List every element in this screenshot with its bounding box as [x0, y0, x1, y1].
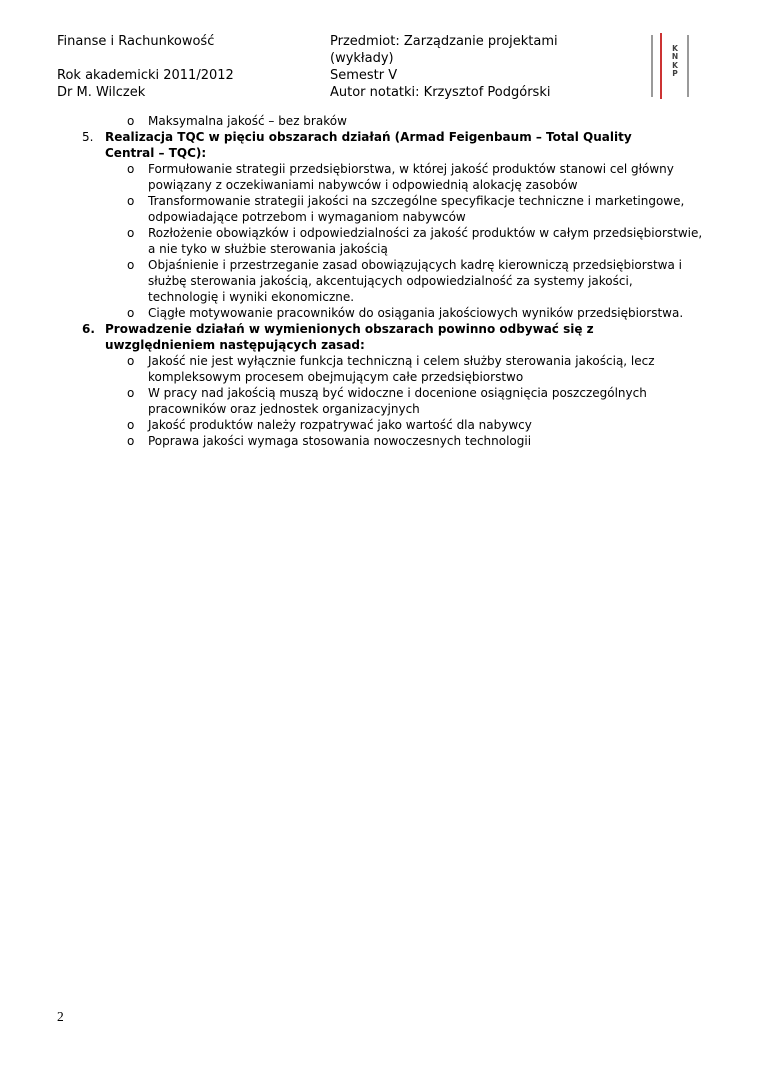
item-number: 5.: [82, 130, 94, 144]
author-line: Autor notatki: Krzysztof Podgórski: [330, 85, 551, 100]
numbered-item-5: [57, 129, 705, 161]
logo-left-rule: [651, 35, 653, 97]
bullet-text: Rozłożenie obowiązków i odpowiedzialności za jakość produktów w całym przedsiębiorstwie, a nie tyko w służbie sterowania jakością: [148, 226, 703, 256]
bullet-marker: o: [127, 418, 135, 432]
list-item: [57, 257, 705, 305]
list-item: [57, 353, 705, 385]
bullet-marker: o: [127, 194, 135, 208]
list-item: [57, 193, 705, 225]
bullet-text: Ciągłe motywowanie pracowników do osiągania jakościowych wyników przedsiębiorstwa.: [148, 306, 684, 320]
academic-year: Rok akademicki 2011/2012: [57, 68, 234, 83]
logo-letter: K: [672, 60, 678, 70]
header-spacer-line: [57, 50, 330, 67]
bullet-text: Maksymalna jakość – bez braków: [148, 114, 347, 128]
logo-red-rule: [660, 33, 662, 99]
semester-line: Semestr V: [330, 68, 398, 83]
course-name: Finanse i Rachunkowość: [57, 34, 215, 49]
list-item: [57, 417, 705, 433]
bullet-marker: o: [127, 354, 135, 368]
lecturer-name: Dr M. Wilczek: [57, 85, 146, 100]
list-item: [57, 305, 705, 321]
bullet-marker: o: [127, 258, 135, 272]
item-title: Realizacja TQC w pięciu obszarach działań (Armad Feigenbaum – Total Quality Central – TQC):: [105, 130, 632, 160]
bullet-marker: o: [127, 306, 135, 320]
list-item: [57, 385, 705, 417]
bullet-text: Transformowanie strategii jakości na szczególne specyfikacje techniczne i marketingowe, odpowiadające potrzebom i wymaganiom nabywców: [148, 194, 685, 224]
bullet-text: Formułowanie strategii przedsiębiorstwa, w której jakość produktów stanowi cel główny powiązany z oczekiwaniami nabywców i odpowiednią alokację zasobów: [148, 162, 674, 192]
bullet-marker: o: [127, 386, 135, 400]
subject-line: Przedmiot: Zarządzanie projektami: [330, 34, 558, 49]
logo-letter: K: [672, 44, 678, 53]
page-number: 2: [57, 1009, 64, 1024]
logo-letter: P: [672, 69, 678, 79]
item-title: Prowadzenie działań w wymienionych obszarach powinno odbywać się z uwzględnieniem następujących zasad:: [105, 322, 594, 352]
bullet-text: Jakość produktów należy rozpatrywać jako wartość dla nabywcy: [148, 418, 532, 432]
knkp-logo: [649, 33, 689, 99]
bullet-text: W pracy nad jakością muszą być widoczne i docenione osiągnięcia poszczególnych pracowników oraz jednostek organizacyjnych: [148, 386, 647, 416]
page-header: [57, 33, 705, 101]
subject-line-2: (wykłady): [330, 51, 394, 66]
bullet-marker: o: [127, 434, 135, 448]
list-item: [57, 225, 705, 257]
bullet-marker: o: [127, 226, 135, 240]
list-item: [57, 433, 705, 449]
header-left-column: [57, 33, 330, 101]
page-footer: [57, 1008, 64, 1025]
bullet-text: Poprawa jakości wymaga stosowania nowoczesnych technologii: [148, 434, 532, 448]
document-body: [57, 113, 705, 449]
item-number: 6.: [82, 322, 95, 336]
logo-letters: [669, 45, 681, 79]
list-item: [57, 113, 705, 129]
bullet-marker: o: [127, 114, 135, 128]
numbered-item-6: [57, 321, 705, 353]
bullet-marker: o: [127, 162, 135, 176]
bullet-text: Jakość nie jest wyłącznie funkcja techniczną i celem służby sterowania jakością, lecz kompleksowym procesem obejmującym całe przedsiębiorstwo: [148, 354, 655, 384]
logo-letter: N: [671, 52, 679, 62]
logo-right-rule: [687, 35, 689, 97]
bullet-text: Objaśnienie i przestrzeganie zasad obowiązujących kadrę kierowniczą przedsiębiorstwa i służbę sterowania jakością, akcentujących odpowiedzialność za systemy jakości, technologię i wyniki ekonomiczne.: [148, 258, 682, 304]
list-item: [57, 161, 705, 193]
